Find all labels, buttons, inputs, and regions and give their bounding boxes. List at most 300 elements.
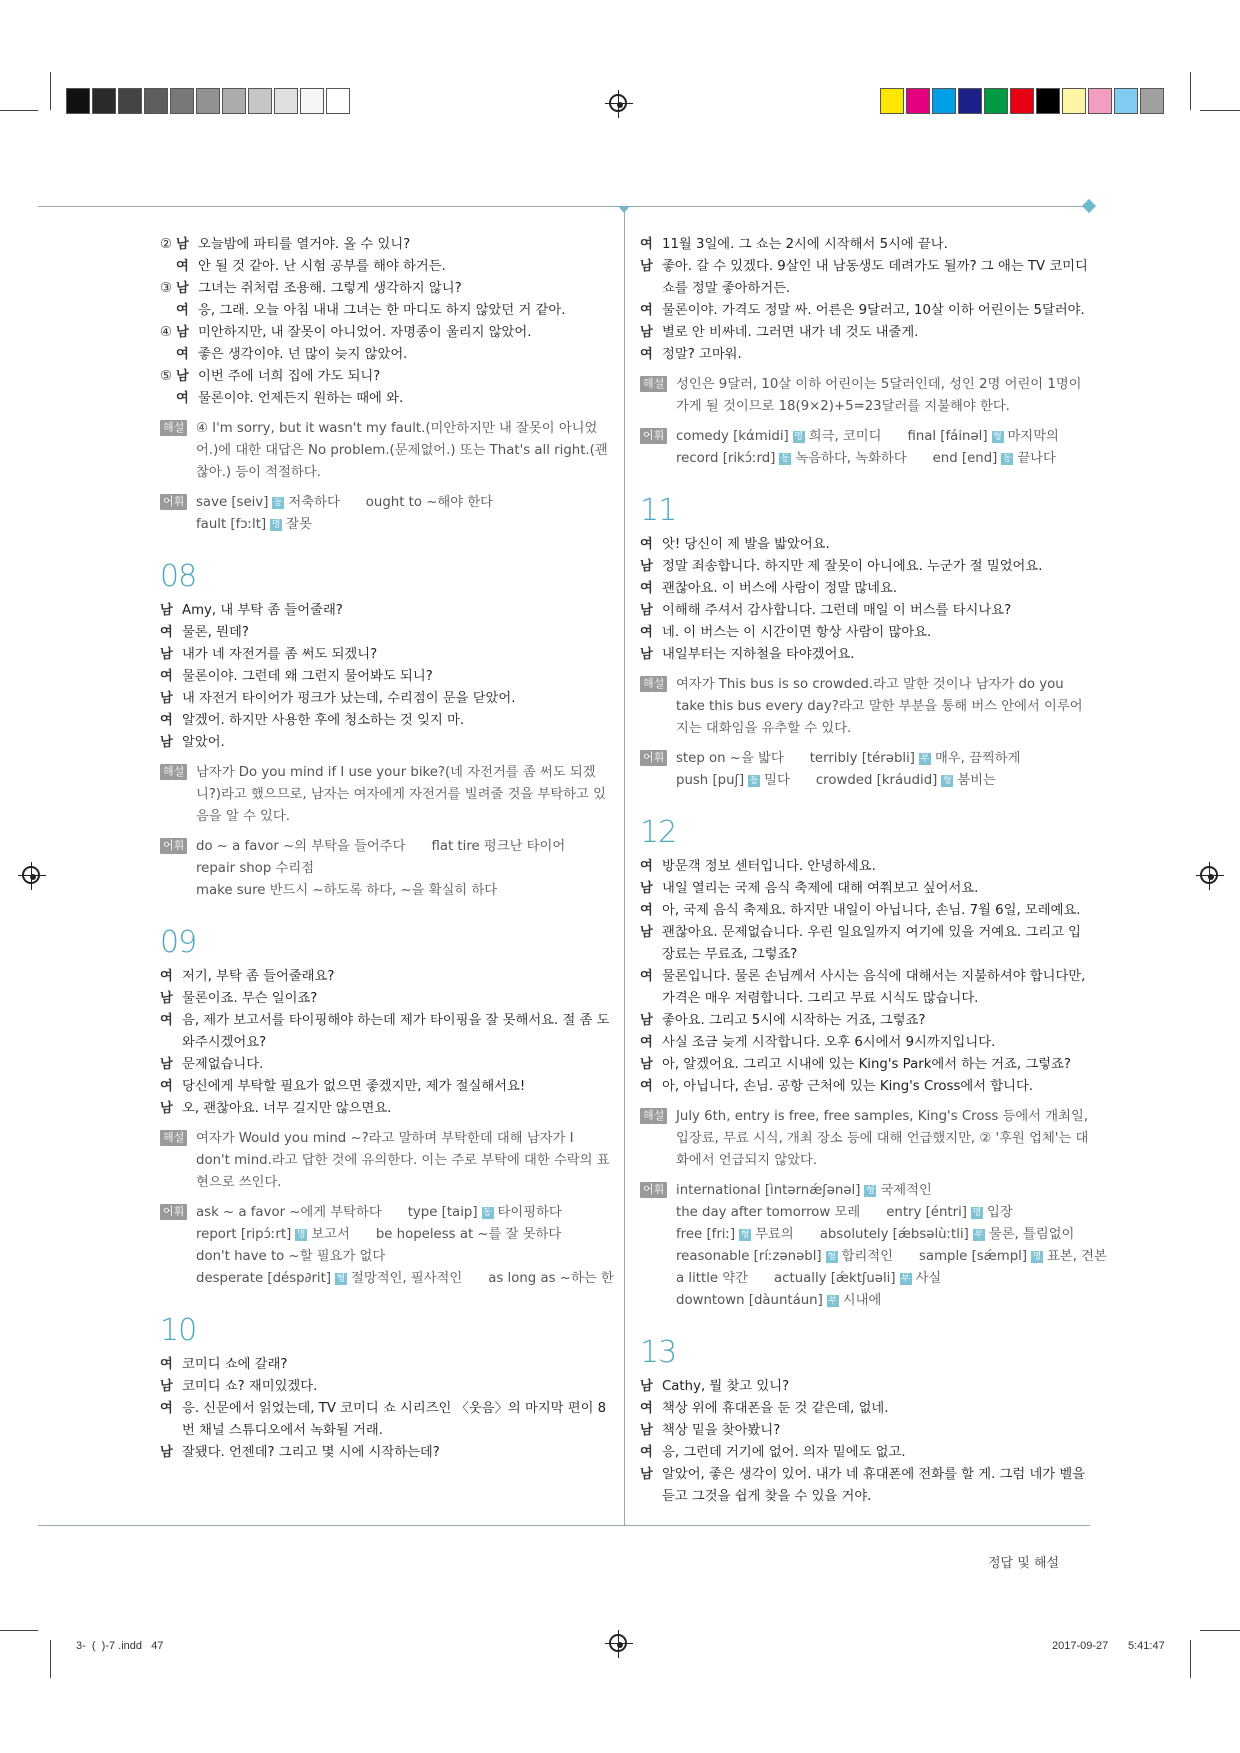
vocab-word: be hopeless at: [375, 1227, 474, 1242]
part-of-speech-badge: 동: [749, 776, 759, 786]
tag-column: [160, 1202, 196, 1290]
dialogue-line: [640, 900, 1090, 922]
vocab-entry: [676, 1249, 893, 1264]
dialogue-line: [640, 644, 1090, 666]
dialogue-text: 응, 그런데 거기에 없어. 의자 밑에도 없고.: [662, 1445, 906, 1460]
vocab-meaning: 녹음하다, 녹화하다: [795, 451, 907, 466]
dialogue-line: [160, 666, 610, 688]
dialogue-line: [640, 1398, 1090, 1420]
color-swatch: [92, 88, 116, 114]
vocab-word: as long as: [488, 1271, 556, 1286]
vocab-meaning: ~의 부탁을 들어주다: [283, 839, 406, 854]
part-of-speech-badge: 형: [943, 776, 952, 786]
tag-column: [640, 748, 676, 792]
dialogue-text: 방문객 정보 센터입니다. 안녕하세요.: [662, 859, 876, 874]
vocab-entry: [676, 429, 881, 444]
color-swatch: [1010, 88, 1034, 114]
part-of-speech-badge: 동: [274, 498, 283, 508]
vocab-meaning: 잘못: [286, 517, 312, 532]
dialogue-text: 오늘밤에 파티를 열거야. 올 수 있니?: [198, 237, 411, 252]
dialogue-text: 잘됐다. 언젠데? 그리고 몇 시에 시작하는데?: [182, 1445, 440, 1460]
vocab-meaning: 희극, 코미디: [808, 429, 882, 444]
vocab-word: actually [ǽktʃuəli]: [774, 1271, 896, 1286]
dialogue-text: 당신에게 부탁할 필요가 없으면 좋겠지만, 제가 절실해서요!: [182, 1079, 526, 1094]
slug-time: 5:41:47: [1128, 1640, 1165, 1652]
section-number: 13: [640, 1335, 677, 1370]
vocab-entry: [196, 883, 497, 898]
vocab-meaning: ~을 밟다: [729, 751, 784, 766]
dialogue-text: 11월 3일에. 그 쇼는 2시에 시작해서 5시에 끝나.: [662, 237, 948, 252]
vocab-entry: [676, 1205, 860, 1220]
vocab-meaning: 절망적인, 필사적인: [351, 1271, 463, 1286]
dialogue: [160, 1354, 610, 1464]
dialogue-line: [160, 988, 610, 1010]
vocabulary-tag: 어휘: [160, 838, 187, 854]
speaker-label: 여: [176, 303, 189, 318]
vocab-entry: [431, 839, 565, 854]
dialogue-line: [160, 1054, 610, 1076]
vocab-entry: [196, 495, 340, 510]
dialogue-line: [160, 366, 610, 388]
explanation-block: [640, 1106, 1090, 1172]
choice-number: [160, 256, 176, 278]
section-number: 12: [640, 815, 677, 850]
intro-vocabulary: [160, 492, 610, 536]
vocabulary-list: [196, 492, 610, 536]
dialogue-line: [160, 966, 610, 988]
explanation-text: July 6th, entry is free, free samples, King's Cross 등에서 개최일, 입장료, 무료 시식, 개최 장소 등에 대해 언급했지만, ② '후원 업체'는 대화에서 언급되지 않았다.: [676, 1109, 1089, 1168]
dialogue-text: 물론입니다. 물론 손님께서 사시는 음식에 대해서는 지불하셔야 합니다만, 가격은 매우 저렴합니다. 그리고 무료 시식도 많습니다.: [662, 969, 1086, 1006]
dialogue-line: [160, 300, 610, 322]
dialogue: [640, 1376, 1090, 1508]
dialogue-line: [160, 1398, 610, 1442]
dialogue-line: [640, 556, 1090, 578]
dialogue-text: 앗! 당신이 제 발을 밟았어요.: [662, 537, 830, 552]
vocab-meaning: 보고서: [311, 1227, 350, 1242]
vocab-entry: [196, 1249, 385, 1264]
vocab-entry: [810, 751, 1021, 766]
speaker-label: 남: [640, 559, 653, 574]
dialogue-line: [640, 966, 1090, 1010]
vocab-word: do ~ a favor: [196, 839, 279, 854]
dialogue-line: [640, 344, 1090, 366]
part-of-speech-badge: 명: [794, 432, 804, 442]
vocab-meaning: 끝나다: [1017, 451, 1056, 466]
vocab-entry: [676, 751, 784, 766]
explanation-text: 성인은 9달러, 10살 이하 어린이는 5달러인데, 성인 2명 어린이 1명이 가게 될 것이므로 18(9×2)+5=23달러를 지불해야 한다.: [676, 377, 1082, 414]
speaker-label: 여: [640, 625, 653, 640]
vocab-row: [676, 1290, 1133, 1312]
speaker-label: 남: [176, 369, 189, 384]
dialogue-text: 응, 그래. 오늘 아침 내내 그녀는 한 마디도 하지 않았던 거 같아.: [198, 303, 566, 318]
vocab-row: [196, 492, 610, 514]
vocab-word: type [taip]: [407, 1205, 478, 1220]
vocabulary-list: [676, 1180, 1133, 1312]
vocabulary-block: [160, 836, 610, 902]
vocab-entry: [676, 1183, 932, 1198]
vocabulary-tag: 어휘: [160, 1204, 187, 1220]
vocab-word: absolutely [ǽbsəlùːtli]: [819, 1227, 969, 1242]
dialogue-text: Amy, 내 부탁 좀 들어줄래?: [182, 603, 343, 618]
vocab-word: fault [fɔːlt]: [196, 517, 267, 532]
dialogue-line: [160, 344, 610, 366]
vocab-meaning: 국제적인: [880, 1183, 932, 1198]
section-10-continued: [640, 234, 1090, 366]
dialogue-line: [640, 578, 1090, 600]
part-of-speech-badge: 형: [336, 1274, 346, 1284]
vocab-word: make sure: [196, 883, 266, 898]
vocab-word: a little: [676, 1271, 719, 1286]
vocab-entry: [907, 429, 1058, 444]
dialogue-text: 물론이야. 언제든지 원하는 때에 와.: [198, 391, 404, 406]
color-swatch: [1062, 88, 1086, 114]
page-label: 정답 및 해설: [988, 1556, 1060, 1571]
dialogue-line: [640, 534, 1090, 556]
section-number: 10: [160, 1313, 197, 1348]
vocab-row: [676, 1268, 1133, 1290]
vocab-word: push [puʃ]: [676, 773, 745, 788]
color-swatch: [248, 88, 272, 114]
vocab-entry: [366, 495, 493, 510]
explanation-tag: 해설: [640, 376, 667, 392]
dialogue-line: [160, 644, 610, 666]
section-number: 09: [160, 925, 197, 960]
dialogue-text: 저기, 부탁 좀 들어줄래요?: [182, 969, 335, 984]
vocab-row: [676, 1246, 1133, 1268]
dialogue-line: [160, 600, 610, 622]
dialogue-line: [160, 622, 610, 644]
section-number: 08: [160, 559, 197, 594]
dialogue-text: 내일 열리는 국제 음식 축제에 대해 여쭤보고 싶어서요.: [662, 881, 979, 896]
dialogue-line: [160, 322, 610, 344]
choice-number: [160, 300, 176, 322]
color-swatch: [1036, 88, 1060, 114]
section-09: [160, 925, 614, 1290]
dialogue-text: 좋아요. 그리고 5시에 시작하는 거죠, 그렇죠?: [662, 1013, 926, 1028]
right-column: [640, 234, 1107, 1508]
speaker-label: 남: [176, 281, 189, 296]
part-of-speech-badge: 부: [901, 1274, 910, 1284]
part-of-speech-badge: 명: [271, 520, 281, 530]
part-of-speech-badge: 부: [828, 1296, 838, 1306]
speaker-label: 여: [640, 859, 653, 874]
vocab-entry: [488, 1271, 613, 1286]
color-swatch: [196, 88, 220, 114]
dialogue-text: 정말 죄송합니다. 하지만 제 잘못이 아니에요. 누군가 절 밀었어요.: [662, 559, 1043, 574]
speaker-label: 여: [640, 1035, 653, 1050]
speaker-label: 여: [640, 1079, 653, 1094]
choice-number: ③: [160, 281, 172, 296]
vocab-meaning: ~할 필요가 없다: [288, 1249, 386, 1264]
cont-explanation: [640, 374, 1090, 418]
vocab-word: report [ripɔ́ːrt]: [196, 1227, 292, 1242]
color-swatch: [906, 88, 930, 114]
vocab-word: step on: [676, 751, 726, 766]
vocab-meaning: ~에게 부탁하다: [289, 1205, 382, 1220]
color-swatch: [932, 88, 956, 114]
dialogue-text: 내가 네 자전거를 좀 써도 되겠니?: [182, 647, 378, 662]
speaker-label: 남: [640, 259, 653, 274]
vocab-row: [196, 858, 610, 880]
vocab-meaning: 무료의: [755, 1227, 794, 1242]
vocab-word: free [friː]: [676, 1227, 736, 1242]
vocab-meaning: 펑크난 타이어: [483, 839, 566, 854]
speaker-label: 여: [176, 391, 189, 406]
part-of-speech-badge: 명: [296, 1230, 306, 1240]
dialogue-text: 별로 안 비싸네. 그러면 내가 네 것도 내줄게.: [662, 325, 919, 340]
registration-mark-left-icon: [22, 866, 40, 884]
speaker-label: 여: [640, 237, 653, 252]
vocab-meaning: 표본, 견본: [1047, 1249, 1107, 1264]
vocab-word: end [end]: [932, 451, 998, 466]
color-swatch: [144, 88, 168, 114]
dialogue-text: 음, 제가 보고서를 타이핑해야 하는데 제가 타이핑을 잘 못해서요. 절 좀 도와주시겠어요?: [182, 1013, 610, 1050]
dialogue-text: 응. 신문에서 읽었는데, TV 코미디 쇼 시리즈인 〈웃음〉의 마지막 편이 8번 채널 스튜디오에서 녹화될 거래.: [182, 1401, 607, 1438]
vocab-meaning: 모레: [834, 1205, 861, 1220]
slug-file-name: 3- ( )-7 .indd 47: [76, 1640, 164, 1652]
registration-mark-bottom-icon: [609, 1634, 627, 1652]
dialogue-line: [640, 1010, 1090, 1032]
vocab-row: [196, 1268, 640, 1290]
tag-column: [160, 836, 196, 902]
vocab-word: comedy [kάmidi]: [676, 429, 789, 444]
speaker-label: 남: [640, 1423, 653, 1438]
color-swatch: [274, 88, 298, 114]
part-of-speech-badge: 형: [993, 432, 1002, 442]
color-swatch: [984, 88, 1008, 114]
color-swatch: [326, 88, 350, 114]
vocab-word: downtown [dàuntáun]: [676, 1293, 823, 1308]
speaker-label: 여: [640, 1401, 653, 1416]
choice-number: [160, 388, 176, 410]
speaker-label: 여: [640, 903, 653, 918]
dialogue-text: 책상 위에 휴대폰을 둔 것 같은데, 없네.: [662, 1401, 889, 1416]
dialogue-line: [640, 622, 1090, 644]
speaker-label: 남: [640, 881, 653, 896]
explanation-block: [160, 1128, 610, 1194]
speaker-label: 남: [160, 735, 173, 750]
vocab-row: [196, 514, 610, 536]
dialogue-line: [640, 922, 1090, 966]
vocab-meaning: 물론, 틀림없이: [988, 1227, 1075, 1242]
explanation-tag: 해설: [640, 676, 667, 692]
speaker-label: 남: [160, 1445, 173, 1460]
speaker-label: 여: [160, 713, 173, 728]
vocabulary-block: [640, 1180, 1107, 1312]
dialogue-line: [640, 1054, 1090, 1076]
vocab-meaning: ~를 잘 못하다: [477, 1227, 562, 1242]
vocab-word: terribly [térəbli]: [809, 751, 915, 766]
dialogue-line: [640, 322, 1090, 344]
vocab-meaning: 저축하다: [288, 495, 340, 510]
speaker-label: 남: [176, 237, 189, 252]
vocab-word: flat tire: [431, 839, 480, 854]
vocab-meaning: 수리점: [275, 861, 315, 876]
dialogue-line: [640, 856, 1090, 878]
color-swatch: [1114, 88, 1138, 114]
vocabulary-tag: 어휘: [640, 1182, 667, 1198]
vocab-word: reasonable [ríːzənəbl]: [676, 1249, 822, 1264]
choice-number: [160, 344, 176, 366]
explanation-tag: 해설: [160, 1130, 187, 1146]
vocab-row: [676, 1224, 1133, 1246]
vocab-word: entry [éntri]: [886, 1205, 967, 1220]
slug-date: 2017-09-27: [1052, 1640, 1109, 1652]
dialogue-text: 물론이죠. 무슨 일이죠?: [182, 991, 318, 1006]
vocab-meaning: 시내에: [842, 1293, 882, 1308]
vocab-word: ought to: [365, 495, 423, 510]
part-of-speech-badge: 명: [1032, 1252, 1042, 1262]
choice-number: ②: [160, 237, 172, 252]
dialogue: [640, 856, 1090, 1098]
vocab-row: [196, 880, 610, 902]
vocab-meaning: 밀다: [764, 773, 790, 788]
dialogue-text: 아, 아닙니다, 손님. 공항 근처에 있는 King's Cross에서 합니다.: [662, 1079, 1034, 1094]
dialogue-line: [640, 878, 1090, 900]
vocab-word: repair shop: [196, 861, 272, 876]
part-of-speech-badge: 형: [866, 1186, 875, 1196]
dialogue-text: 알았어.: [182, 735, 225, 750]
vocab-meaning: 반드시 ~하도록 하다, ~을 확실히 하다: [269, 883, 498, 898]
dialogue-text: 이번 주에 너희 집에 가도 되니?: [198, 369, 381, 384]
vocabulary-tag: 어휘: [640, 428, 667, 444]
vocabulary-tag: 어휘: [160, 494, 187, 510]
explanation-tag: 해설: [160, 420, 187, 436]
part-of-speech-badge: 부: [920, 754, 930, 764]
dialogue-line: [640, 234, 1090, 256]
explanation-text: 남자가 Do you mind if I use your bike?(네 자전거를 좀 써도 되겠니?)라고 했으므로, 남자는 여자에게 자전거를 빌려줄 것을 부탁하고 있음을 알 수 있다.: [196, 765, 606, 824]
vocab-entry: [676, 773, 790, 788]
dialogue-line: [160, 1098, 610, 1120]
dialogue-text: 책상 밑을 찾아봤니?: [662, 1423, 781, 1438]
speaker-label: 남: [640, 925, 653, 940]
dialogue-text: 미안하지만, 내 잘못이 아니었어. 자명종이 울리지 않았어.: [198, 325, 532, 340]
dialogue-line: [640, 1076, 1090, 1098]
part-of-speech-badge: 동: [781, 454, 790, 464]
vocab-row: [196, 1246, 640, 1268]
top-rule-diamond-icon: [1082, 199, 1096, 213]
speaker-label: 여: [176, 347, 189, 362]
vocab-entry: [196, 1205, 382, 1220]
speaker-label: 남: [160, 691, 173, 706]
dialogue-line: [640, 1420, 1090, 1442]
speaker-label: 여: [640, 347, 653, 362]
tag-column: [640, 1180, 676, 1312]
vocab-word: sample [sǽmpl]: [919, 1249, 1028, 1264]
tag-column: [160, 762, 196, 828]
vocabulary-list: [196, 836, 610, 902]
explanation-block: [640, 674, 1090, 740]
speaker-label: 여: [640, 537, 653, 552]
color-swatch: [1088, 88, 1112, 114]
dialogue: [640, 534, 1090, 666]
explanation-text: 여자가 This bus is so crowded.라고 말한 것이나 남자가 do you take this bus every day?라고 말한 부분을 통해 버스 안에서 이루어지는 대화임을 유추할 수 있다.: [676, 677, 1083, 736]
part-of-speech-badge: 부: [974, 1230, 984, 1240]
color-swatch: [118, 88, 142, 114]
speaker-label: 남: [160, 1057, 173, 1072]
intro-explanation: [160, 418, 610, 484]
color-swatch: [300, 88, 324, 114]
vocabulary-list: [196, 1202, 640, 1290]
color-swatch: [1140, 88, 1164, 114]
explanation-block: [160, 762, 610, 828]
dialogue-line: [160, 256, 610, 278]
speaker-label: 남: [160, 603, 173, 618]
dialogue: [160, 966, 610, 1120]
dialogue-text: 아, 알겠어요. 그리고 시내에 있는 King's Park에서 하는 거죠, 그렇죠?: [662, 1057, 1071, 1072]
dialogue-line: [640, 1442, 1090, 1464]
vocab-row: [676, 748, 1090, 770]
dialogue-text: 물론이야. 그런데 왜 그런지 물어봐도 되니?: [182, 669, 433, 684]
dialogue-text: 문제없습니다.: [182, 1057, 264, 1072]
dialogue-text: 좋아. 갈 수 있겠다. 9살인 내 남동생도 데려가도 될까? 그 애는 TV 코미디 쇼를 정말 좋아하거든.: [662, 259, 1088, 296]
vocabulary-tag: 어휘: [640, 750, 667, 766]
dialogue-text: 물론, 뭔데?: [182, 625, 249, 640]
dialogue: [160, 600, 610, 754]
vocab-row: [196, 1202, 640, 1224]
dialogue-text: 아, 국제 음식 축제요. 하지만 내일이 아닙니다, 손님. 7월 6일, 모레예요.: [662, 903, 1081, 918]
dialogue-line: [160, 688, 610, 710]
speaker-label: 남: [640, 647, 653, 662]
vocab-entry: [676, 1227, 794, 1242]
explanation-text: ④ I'm sorry, but it wasn't my fault.(미안하지만 내 잘못이 아니었어.)에 대한 대답은 No problem.(문제없어.) 또는 That's all right.(괜찮아.) 등이 적절하다.: [196, 421, 608, 480]
speaker-label: 여: [160, 669, 173, 684]
vocab-entry: [933, 451, 1056, 466]
speaker-label: 여: [160, 1013, 173, 1028]
vocab-word: save [seiv]: [196, 495, 269, 510]
dialogue-text: 네. 이 버스는 이 시간이면 항상 사람이 많아요.: [662, 625, 932, 640]
speaker-label: 여: [640, 581, 653, 596]
vocab-entry: [196, 861, 314, 876]
color-swatch: [880, 88, 904, 114]
color-swatch: [66, 88, 90, 114]
vocab-word: crowded [kráudid]: [815, 773, 938, 788]
explanation-text: 여자가 Would you mind ~?라고 말하며 부탁한데 대해 남자가 I don't mind.라고 답한 것에 유의한다. 이는 주로 부탁에 대한 수락의 표현으로 쓰인다.: [196, 1131, 610, 1190]
speaker-label: 여: [160, 1401, 173, 1416]
vocab-entry: [886, 1205, 1012, 1220]
dialogue-text: 코미디 쇼에 갈래?: [182, 1357, 288, 1372]
speaker-label: 남: [640, 1013, 653, 1028]
speaker-label: 여: [160, 1079, 173, 1094]
speaker-label: 남: [176, 325, 189, 340]
color-swatch: [222, 88, 246, 114]
dialogue-text: 정말? 고마워.: [662, 347, 742, 362]
dialogue-line: [640, 1032, 1090, 1054]
part-of-speech-badge: 동: [1002, 454, 1012, 464]
vocab-row: [676, 1180, 1133, 1202]
vocab-entry: [376, 1227, 561, 1242]
vocab-word: the day after tomorrow: [676, 1205, 831, 1220]
speaker-label: 남: [160, 991, 173, 1006]
vocabulary-block: [640, 748, 1090, 792]
vocab-entry: [816, 773, 996, 788]
dialogue-text: 괜찮아요. 문제없습니다. 우린 일요일까지 여기에 있을 거예요. 그리고 입장료는 무료죠, 그렇죠?: [662, 925, 1081, 962]
section-10: [160, 1314, 610, 1464]
dialogue-text: 코미디 쇼? 재미있겠다.: [182, 1379, 318, 1394]
vocab-entry: [408, 1205, 562, 1220]
dialogue-text: 그녀는 쥐처럼 조용해. 그렇게 생각하지 않니?: [198, 281, 462, 296]
color-calibration-bar: [880, 88, 1166, 114]
left-column: [160, 234, 614, 1464]
section-12: [640, 815, 1107, 1312]
speaker-label: 남: [640, 603, 653, 618]
dialogue-line: [160, 1354, 610, 1376]
dialogue-text: 사실 조금 늦게 시작합니다. 오후 6시에서 9시까지입니다.: [662, 1035, 996, 1050]
vocab-meaning: 합리적인: [841, 1249, 893, 1264]
dialogue-line: [160, 1010, 610, 1054]
speaker-label: 남: [640, 325, 653, 340]
vocab-entry: [196, 1271, 462, 1286]
